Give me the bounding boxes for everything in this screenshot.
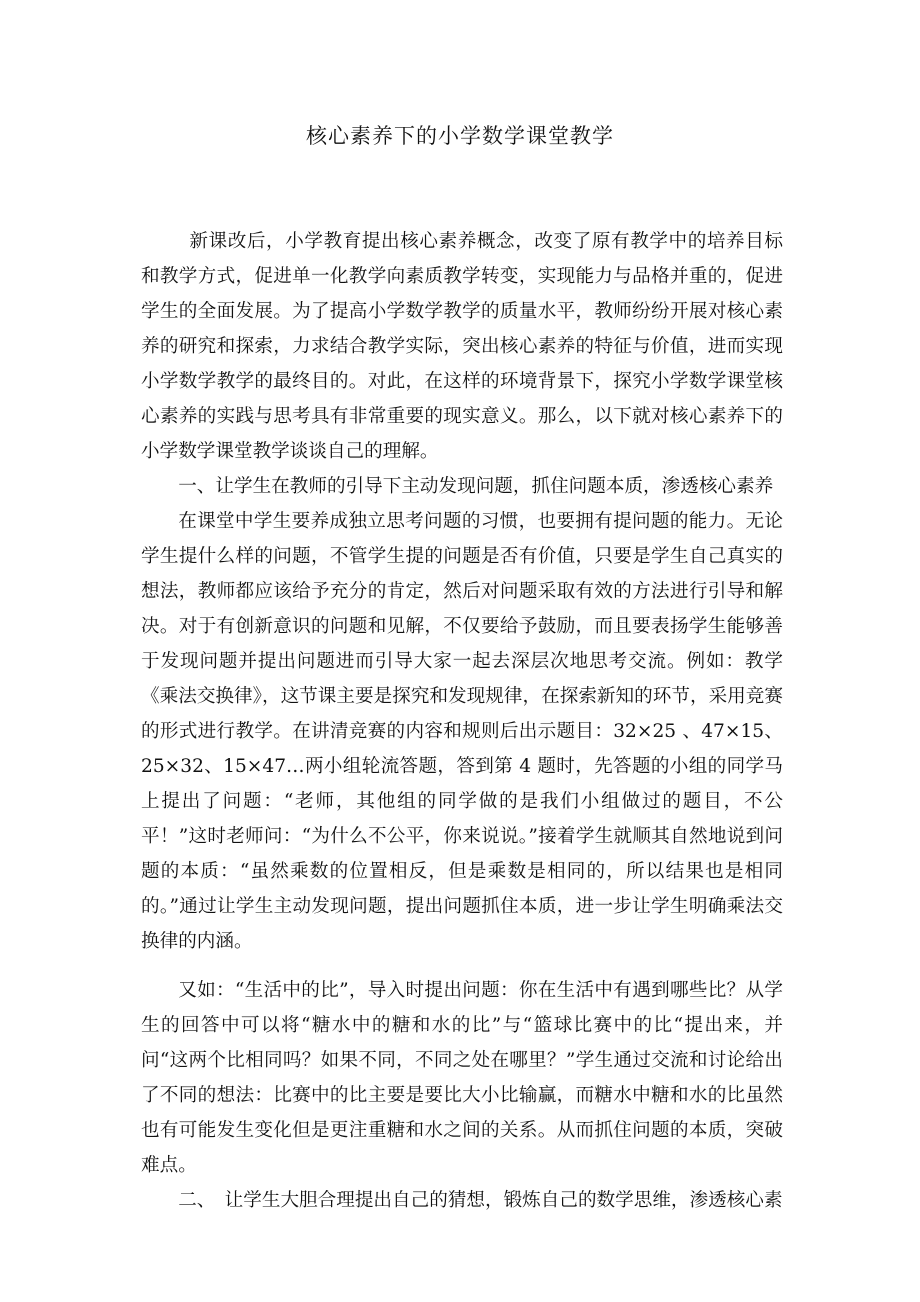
document-body <box>141 224 783 1218</box>
body-paragraph-2: 又如：“生活中的比”，导入时提出问题：你在生活中有遇到哪些比？从学生的回答中可以将“糖水中的糖和水的比”与“篮球比赛中的比“提出来，并问“这两个比相同吗？如果不同，不同之处在哪里？”学生通过交流和讨论给出了不同的想法：比赛中的比主要是要比大小比输赢，而糖水中糖和水的比虽然也有可能发生变化但是更注重糖和水之间的关系。从而抓住问题的本质，突破难点。 <box>141 980 783 1176</box>
document-title: 核心素养下的小学数学课堂教学 <box>306 124 614 148</box>
section-heading-2: 二、 让学生大胆合理提出自己的猜想，锻炼自己的数学思维，渗透核心素 <box>178 1190 783 1211</box>
section-heading-1: 一、让学生在教师的引导下主动发现问题，抓住问题本质，渗透核心素养 <box>178 476 774 497</box>
body-paragraph-1: 在课堂中学生要养成独立思考问题的习惯，也要拥有提问题的能力。无论学生提什么样的问题，不管学生提的问题是否有价值，只要是学生自己真实的想法，教师都应该给予充分的肯定，然后对问题采取有效的方法进行引导和解决。对于有创新意识的问题和见解，不仅要给予鼓励，而且要表扬学生能够善于发现问题并提出问题进而引导大家一起去深层次地思考交流。例如：教学《乘法交换律》，这节课主要是探究和发现规律，在探索新知的环节，采用竞赛的形式进行教学。在讲清竞赛的内容和规则后出示题目：32×25 、47×15、25×32、15×47…两小组轮流答题，答到第 4 题时，先答题的小组的同学马上提出了问题：“老师，其他组的同学做的是我们小组做过的题目，不公平！”这时老师问：“为什么不公平，你来说说。”接着学生就顺其自然地说到问题的本质：“虽然乘数的位置相反，但是乘数是相同的，所以结果也是相同的。”通过让学生主动发现问题，提出问题抓住本质，进一步让学生明确乘法交换律的内涵。 <box>141 511 783 952</box>
intro-paragraph: 新课改后，小学教育提出核心素养概念，改变了原有教学中的培养目标和教学方式，促进单一化教学向素质教学转变，实现能力与品格并重的，促进学生的全面发展。为了提高小学数学教学的质量水平，教师纷纷开展对核心素养的研究和探索，力求结合教学实际，突出核心素养的特征与价值，进而实现小学数学教学的最终目的。对此，在这样的环境背景下，探究小学数学课堂核心素养的实践与思考具有非常重要的现实意义。那么，以下就对核心素养下的小学数学课堂教学谈谈自己的理解。 <box>141 231 783 462</box>
